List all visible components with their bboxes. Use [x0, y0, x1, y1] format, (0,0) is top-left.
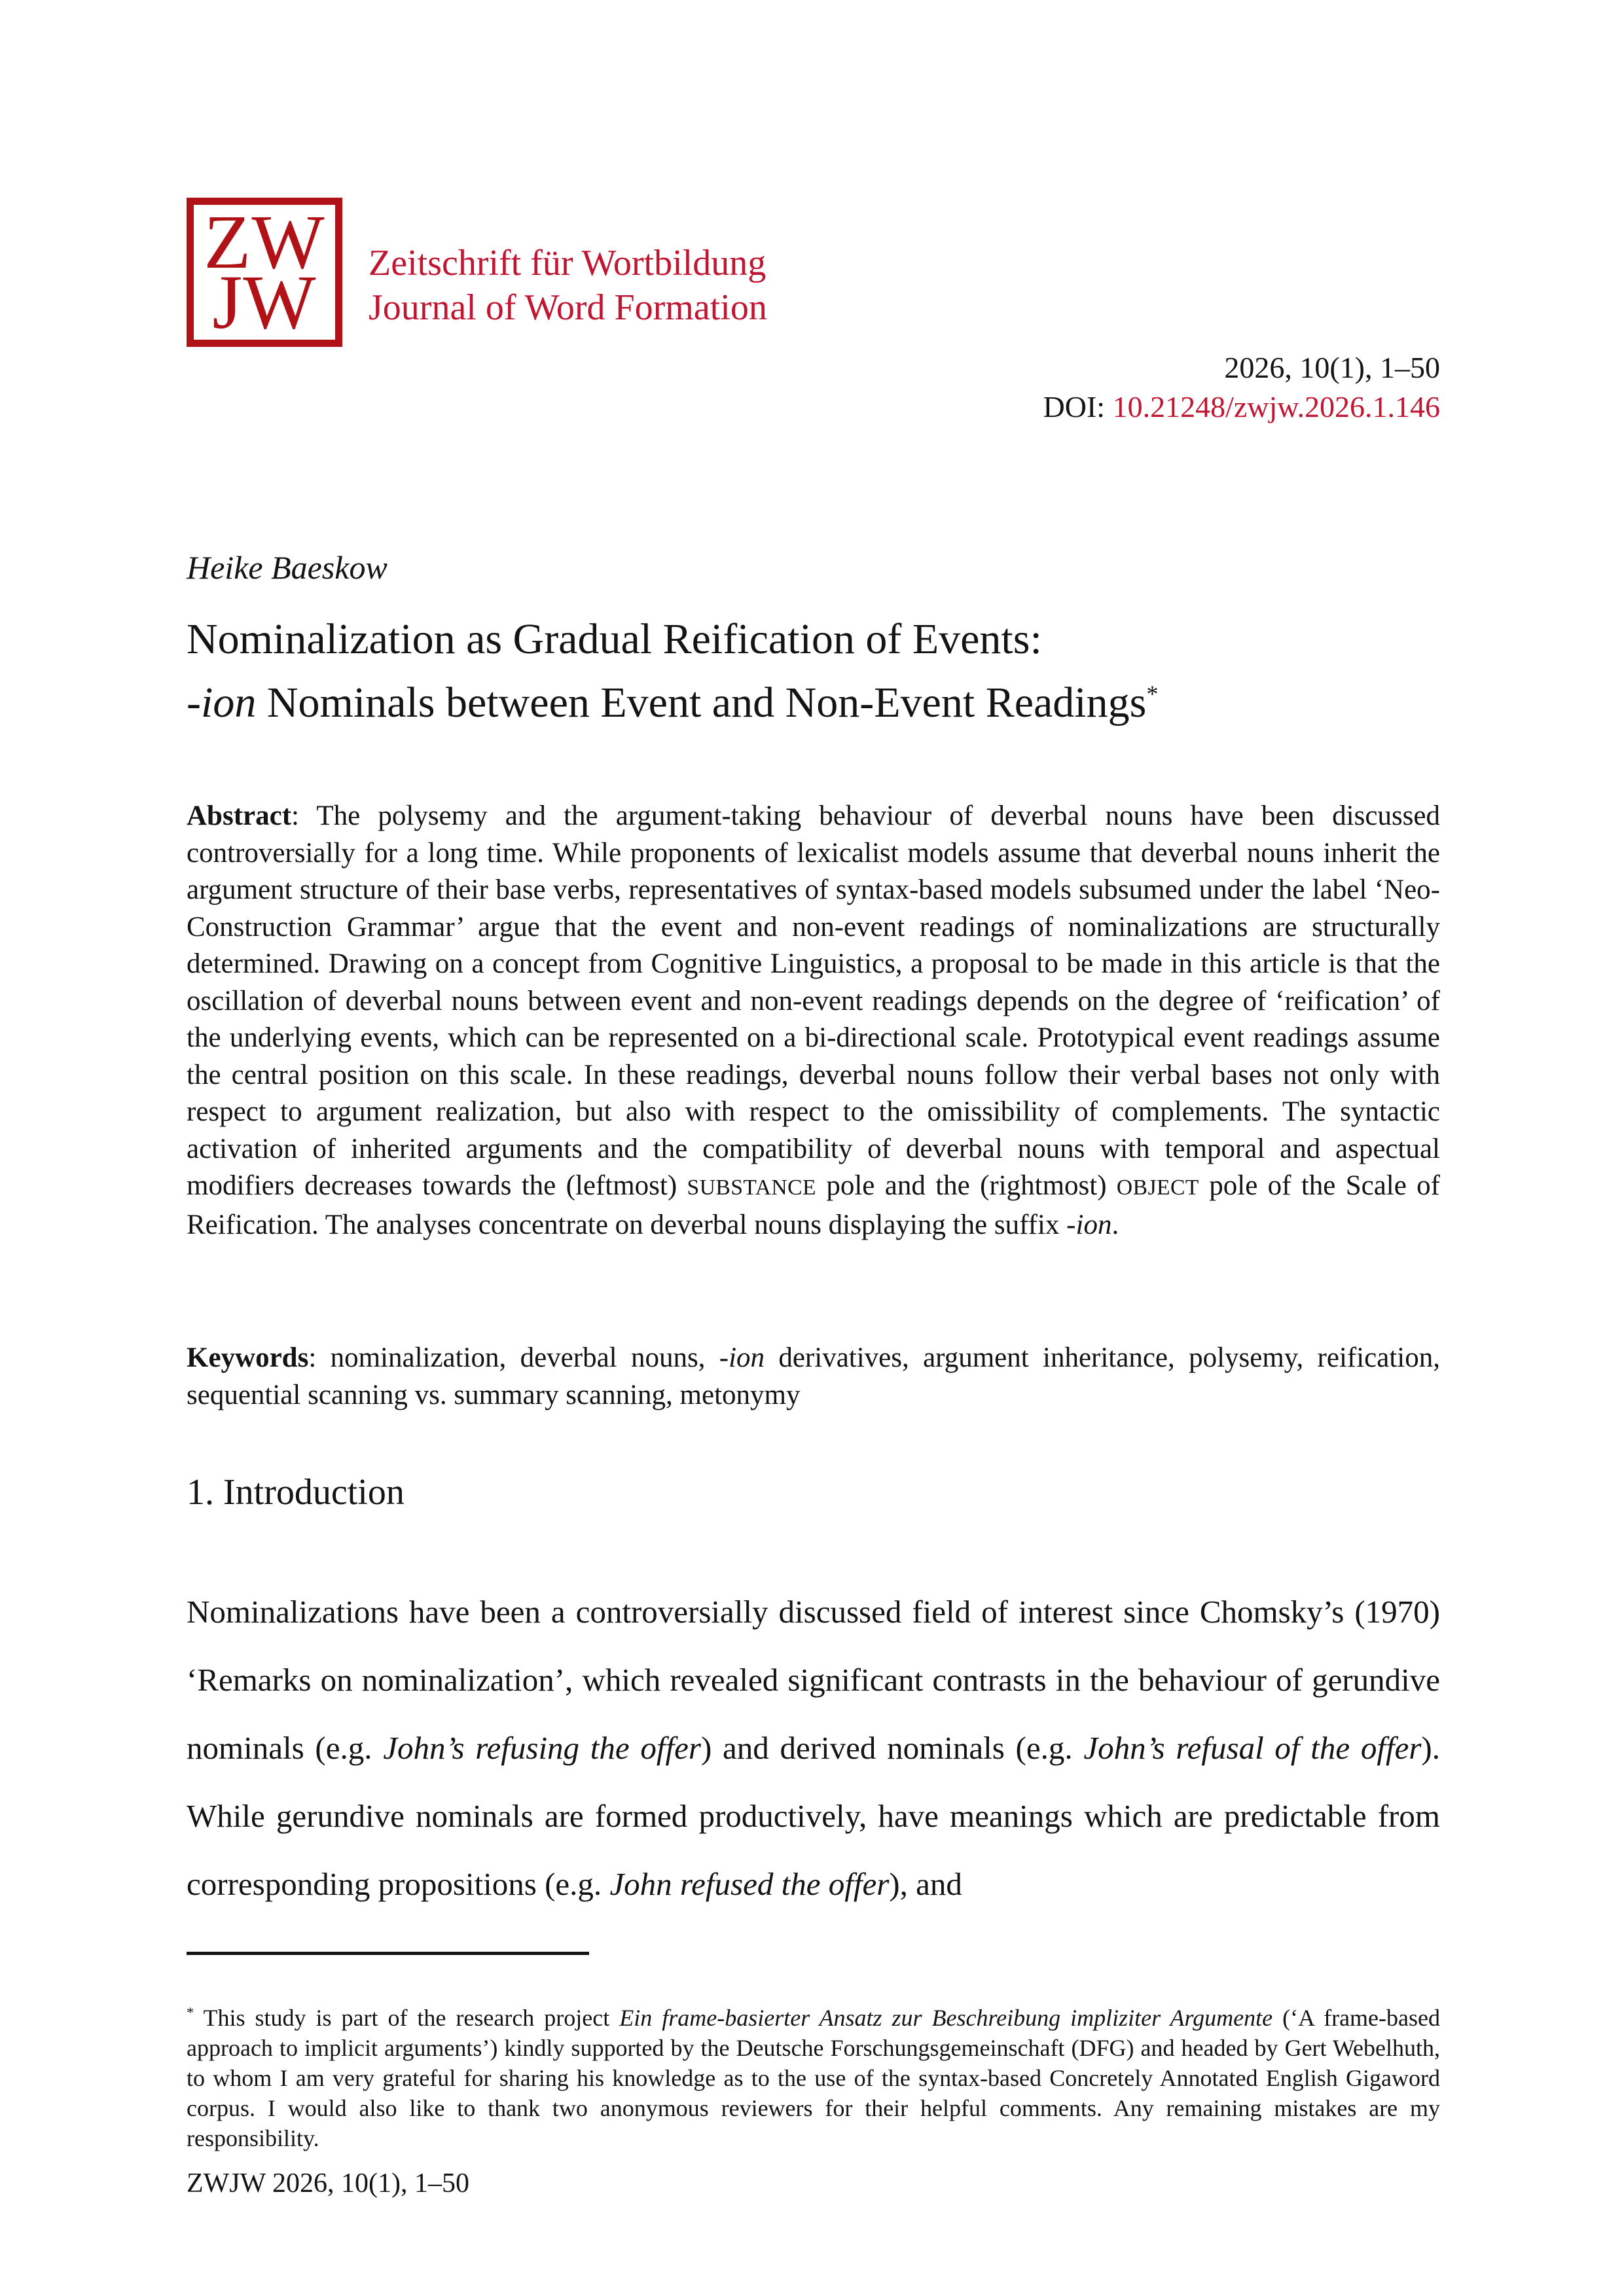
abstract-text-1: : The polysemy and the argument-taking behaviour of deverbal nouns have been discussed controversially for a long time. While proponents of lexicalist models assume that deverbal nouns inherit the argument structure of their base verbs, representatives of syntax-based models subsumed under the label ‘Neo-Construction Grammar’ argue that the event and non-event readings of nominalizations are structurally determined. Drawing on a concept from Cognitive Linguistics, a proposal to be made in this article is that the oscillation of deverbal nouns between event and non-event readings depends on the degree of ‘reification’ of the underlying events, which can be represented on a bi-directional scale. Prototypical event readings assume the central position on this scale. In these readings, deverbal nouns follow their verbal bases not only with respect to argument realization, but also with respect to the omissibility of complements. The syntactic activation of inherited arguments and the compatibility of deverbal nouns with temporal and aspectual modifiers decreases towards the (leftmost) [187, 800, 1440, 1201]
abstract-paragraph [187, 798, 1440, 1244]
intro-text-4: ), and [889, 1866, 962, 1902]
section-heading-introduction: 1. Introduction [187, 1472, 405, 1513]
abstract-ion-italic: -ion [1066, 1209, 1112, 1240]
intro-text-3: ). While gerundive nominals are formed productively, have meanings which are predictable from corresponding propositions (e.g. [187, 1730, 1440, 1902]
intro-text-1: Nominalizations have been a controversially discussed field of interest since Chomsky’s (1970) ‘Remarks on nominalization’, which revealed significant contrasts in the behaviour of gerundive nominals (e.g. [187, 1594, 1440, 1766]
doi-link[interactable]: 10.21248/zwjw.2026.1.146 [1112, 390, 1440, 423]
title-ion-italic: -ion [187, 679, 257, 726]
abstract-label: Abstract [187, 800, 292, 831]
keywords-label: Keywords [187, 1342, 309, 1373]
footnote-marker: * [187, 2004, 194, 2020]
logo-text-jw: JW [212, 259, 317, 345]
logo-text-zw: ZW [204, 199, 325, 285]
intro-text-2: ) and derived nominals (e.g. [700, 1730, 1084, 1766]
journal-name-english: Journal of Word Formation [369, 287, 767, 328]
abstract-text-2: pole and the (rightmost) [816, 1170, 1117, 1201]
journal-name-german: Zeitschrift für Wortbildung [369, 243, 767, 283]
keywords-text-2: derivatives, argument inheritance, polysemy, reification, sequential scanning vs. summary scanning, metonymy [187, 1342, 1440, 1410]
keywords-ion-italic: -ion [719, 1342, 765, 1373]
footnote-separator-rule [187, 1952, 589, 1955]
keywords-paragraph [187, 1340, 1440, 1414]
abstract-text-3: pole of the Scale of Reification. The analyses concentrate on deverbal nouns displaying the suffix [187, 1170, 1440, 1240]
issue-info [1043, 348, 1440, 427]
author-name: Heike Baeskow [187, 549, 388, 586]
footnote-text-1: This study is part of the research project [194, 2005, 620, 2031]
abstract-text-4: . [1111, 1209, 1119, 1240]
journal-name-block [369, 241, 767, 330]
title-line-1: Nominalization as Gradual Reification of Events: [187, 615, 1042, 663]
footnote-paragraph [187, 2003, 1440, 2153]
title-footnote-marker: * [1146, 681, 1159, 707]
abstract-object-smallcaps: OBJECT [1116, 1175, 1199, 1200]
keywords-text-1: : nominalization, deverbal nouns, [308, 1342, 719, 1373]
doi-label: DOI: [1043, 390, 1113, 423]
intro-example-2-italic: John’s refusal of the offer [1083, 1730, 1422, 1766]
footnote-text-2: (‘A frame-based approach to implicit arguments’) kindly supported by the Deutsche Forschungsgemeinschaft (DFG) and headed by Gert Webelhuth, to whom I am very grateful for sharing his knowledge as to the use of the syntax-based Concretely Annotated English Gigaword corpus. I would also like to thank two anonymous reviewers for their helpful comments. Any remaining mistakes are my responsibility. [187, 2005, 1440, 2151]
page-footer-citation: ZWJW 2026, 10(1), 1–50 [187, 2168, 469, 2198]
zwjw-logo [187, 198, 342, 347]
footnote-project-title-italic: Ein frame-basierter Ansatz zur Beschreibung impliziter Argumente [619, 2005, 1273, 2031]
title-line-2-rest: Nominals between Event and Non-Event Readings [256, 679, 1147, 726]
introduction-paragraph [187, 1578, 1440, 1918]
doi-line [1043, 387, 1440, 427]
issue-citation: 2026, 10(1), 1–50 [1224, 351, 1440, 384]
abstract-substance-smallcaps: SUBSTANCE [687, 1175, 816, 1200]
article-title [187, 607, 1158, 734]
intro-example-1-italic: John’s refusing the offer [383, 1730, 701, 1766]
title-line-2 [187, 671, 1158, 734]
intro-example-3-italic: John refused the offer [609, 1866, 890, 1902]
